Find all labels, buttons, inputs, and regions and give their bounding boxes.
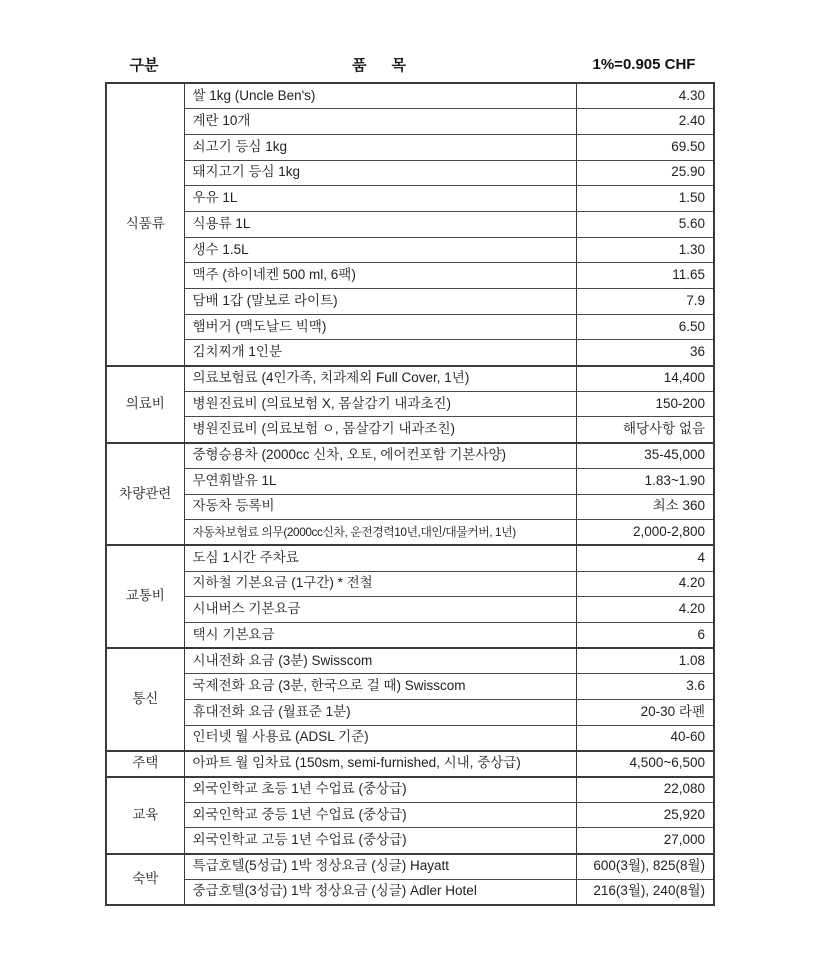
item-cell: 시내전화 요금 (3분) Swisscom <box>184 648 576 674</box>
item-cell: 병원진료비 (의료보험 X, 몸살감기 내과초진) <box>184 391 576 417</box>
price-cell: 25.90 <box>576 160 714 186</box>
table-row <box>106 648 714 674</box>
price-cell: 4 <box>576 545 714 571</box>
column-header-item: 품 목 <box>352 56 406 74</box>
category-cell: 통신 <box>106 648 184 751</box>
price-table <box>105 82 715 906</box>
price-cell: 7.9 <box>576 289 714 315</box>
table-row <box>106 314 714 340</box>
item-cell: 식용류 1L <box>184 211 576 237</box>
price-cell: 4.20 <box>576 597 714 623</box>
price-cell: 35-45,000 <box>576 443 714 469</box>
price-cell: 25,920 <box>576 802 714 828</box>
price-cell: 4,500~6,500 <box>576 751 714 777</box>
price-cell: 11.65 <box>576 263 714 289</box>
price-cell: 1.08 <box>576 648 714 674</box>
table-row <box>106 700 714 726</box>
item-cell: 휴대전화 요금 (월표준 1분) <box>184 700 576 726</box>
price-cell: 최소 360 <box>576 494 714 520</box>
table-row <box>106 417 714 443</box>
table-row <box>106 854 714 880</box>
table-row <box>106 289 714 315</box>
item-cell: 지하철 기본요금 (1구간) * 전철 <box>184 571 576 597</box>
table-row <box>106 828 714 854</box>
item-cell: 특급호텔(5성급) 1박 정상요금 (싱글) Hayatt <box>184 854 576 880</box>
price-cell: 27,000 <box>576 828 714 854</box>
item-cell: 도심 1시간 주차료 <box>184 545 576 571</box>
table-row <box>106 571 714 597</box>
item-cell: 무연휘발유 1L <box>184 468 576 494</box>
item-cell: 김치찌개 1인분 <box>184 340 576 366</box>
table-row <box>106 134 714 160</box>
category-cell: 교육 <box>106 777 184 854</box>
price-cell: 6 <box>576 622 714 648</box>
item-cell: 햄버거 (맥도날드 빅맥) <box>184 314 576 340</box>
category-cell: 주택 <box>106 751 184 777</box>
table-row <box>106 751 714 777</box>
column-header-exchange-rate: 1%=0.905 CHF <box>592 55 696 73</box>
item-cell: 중형승용차 (2000cc 신차, 오토, 에어컨포함 기본사양) <box>184 443 576 469</box>
table-row <box>106 674 714 700</box>
item-cell: 병원진료비 (의료보험 ㅇ, 몸살감기 내과조친) <box>184 417 576 443</box>
price-cell: 4.20 <box>576 571 714 597</box>
table-row <box>106 263 714 289</box>
item-cell: 국제전화 요금 (3분, 한국으로 걸 때) Swisscom <box>184 674 576 700</box>
item-cell: 외국인학교 중등 1년 수업료 (중상급) <box>184 802 576 828</box>
price-cell: 14,400 <box>576 366 714 392</box>
item-cell: 의료보험료 (4인가족, 치과제외 Full Cover, 1년) <box>184 366 576 392</box>
price-cell: 해당사항 없음 <box>576 417 714 443</box>
price-cell: 2,000-2,800 <box>576 520 714 546</box>
table-row <box>106 340 714 366</box>
price-cell: 3.6 <box>576 674 714 700</box>
price-cell: 4.30 <box>576 83 714 109</box>
item-cell: 자동차 등록비 <box>184 494 576 520</box>
price-cell: 40-60 <box>576 725 714 751</box>
column-header-category: 구분 <box>129 56 159 74</box>
table-row <box>106 160 714 186</box>
item-cell: 쌀 1kg (Uncle Ben's) <box>184 83 576 109</box>
item-cell: 계란 10개 <box>184 109 576 135</box>
item-cell: 돼지고기 등심 1kg <box>184 160 576 186</box>
item-cell: 맥주 (하이네켄 500 ml, 6팩) <box>184 263 576 289</box>
table-row <box>106 83 714 109</box>
price-table-wrap <box>105 82 715 906</box>
item-cell: 자동차보험료 의무(2000cc신차, 운전경력10년,대인/대물커버, 1년) <box>184 520 576 546</box>
table-header <box>105 50 713 78</box>
item-cell: 쇠고기 등심 1kg <box>184 134 576 160</box>
price-cell: 1.30 <box>576 237 714 263</box>
category-cell: 교통비 <box>106 545 184 648</box>
table-row <box>106 545 714 571</box>
item-cell: 외국인학교 초등 1년 수업료 (중상급) <box>184 777 576 803</box>
price-cell: 2.40 <box>576 109 714 135</box>
price-cell: 216(3월), 240(8월) <box>576 879 714 905</box>
table-row <box>106 443 714 469</box>
table-row <box>106 725 714 751</box>
price-cell: 1.50 <box>576 186 714 212</box>
item-cell: 담배 1갑 (말보로 라이트) <box>184 289 576 315</box>
item-cell: 외국인학교 고등 1년 수업료 (중상급) <box>184 828 576 854</box>
price-cell: 36 <box>576 340 714 366</box>
table-row <box>106 186 714 212</box>
table-row <box>106 391 714 417</box>
price-cell: 22,080 <box>576 777 714 803</box>
table-row <box>106 468 714 494</box>
category-cell: 차량관련 <box>106 443 184 546</box>
table-row <box>106 366 714 392</box>
item-cell: 시내버스 기본요금 <box>184 597 576 623</box>
item-cell: 택시 기본요금 <box>184 622 576 648</box>
item-cell: 중급호텔(3성급) 1박 정상요금 (싱글) Adler Hotel <box>184 879 576 905</box>
table-row <box>106 622 714 648</box>
table-row <box>106 237 714 263</box>
category-cell: 의료비 <box>106 366 184 443</box>
price-cell: 1.83~1.90 <box>576 468 714 494</box>
price-cell: 5.60 <box>576 211 714 237</box>
table-row <box>106 211 714 237</box>
price-cell: 69.50 <box>576 134 714 160</box>
table-row <box>106 597 714 623</box>
table-row <box>106 802 714 828</box>
table-row <box>106 494 714 520</box>
price-cell: 600(3월), 825(8월) <box>576 854 714 880</box>
item-cell: 아파트 월 임차료 (150sm, semi-furnished, 시내, 중상급) <box>184 751 576 777</box>
category-cell: 숙박 <box>106 854 184 905</box>
table-row <box>106 777 714 803</box>
table-row <box>106 109 714 135</box>
price-cell: 6.50 <box>576 314 714 340</box>
table-row <box>106 879 714 905</box>
price-table-body <box>106 83 714 905</box>
item-cell: 우유 1L <box>184 186 576 212</box>
category-cell: 식품류 <box>106 83 184 366</box>
price-cell: 20-30 라펜 <box>576 700 714 726</box>
table-row <box>106 520 714 546</box>
price-cell: 150-200 <box>576 391 714 417</box>
item-cell: 인터넷 월 사용료 (ADSL 기준) <box>184 725 576 751</box>
item-cell: 생수 1.5L <box>184 237 576 263</box>
